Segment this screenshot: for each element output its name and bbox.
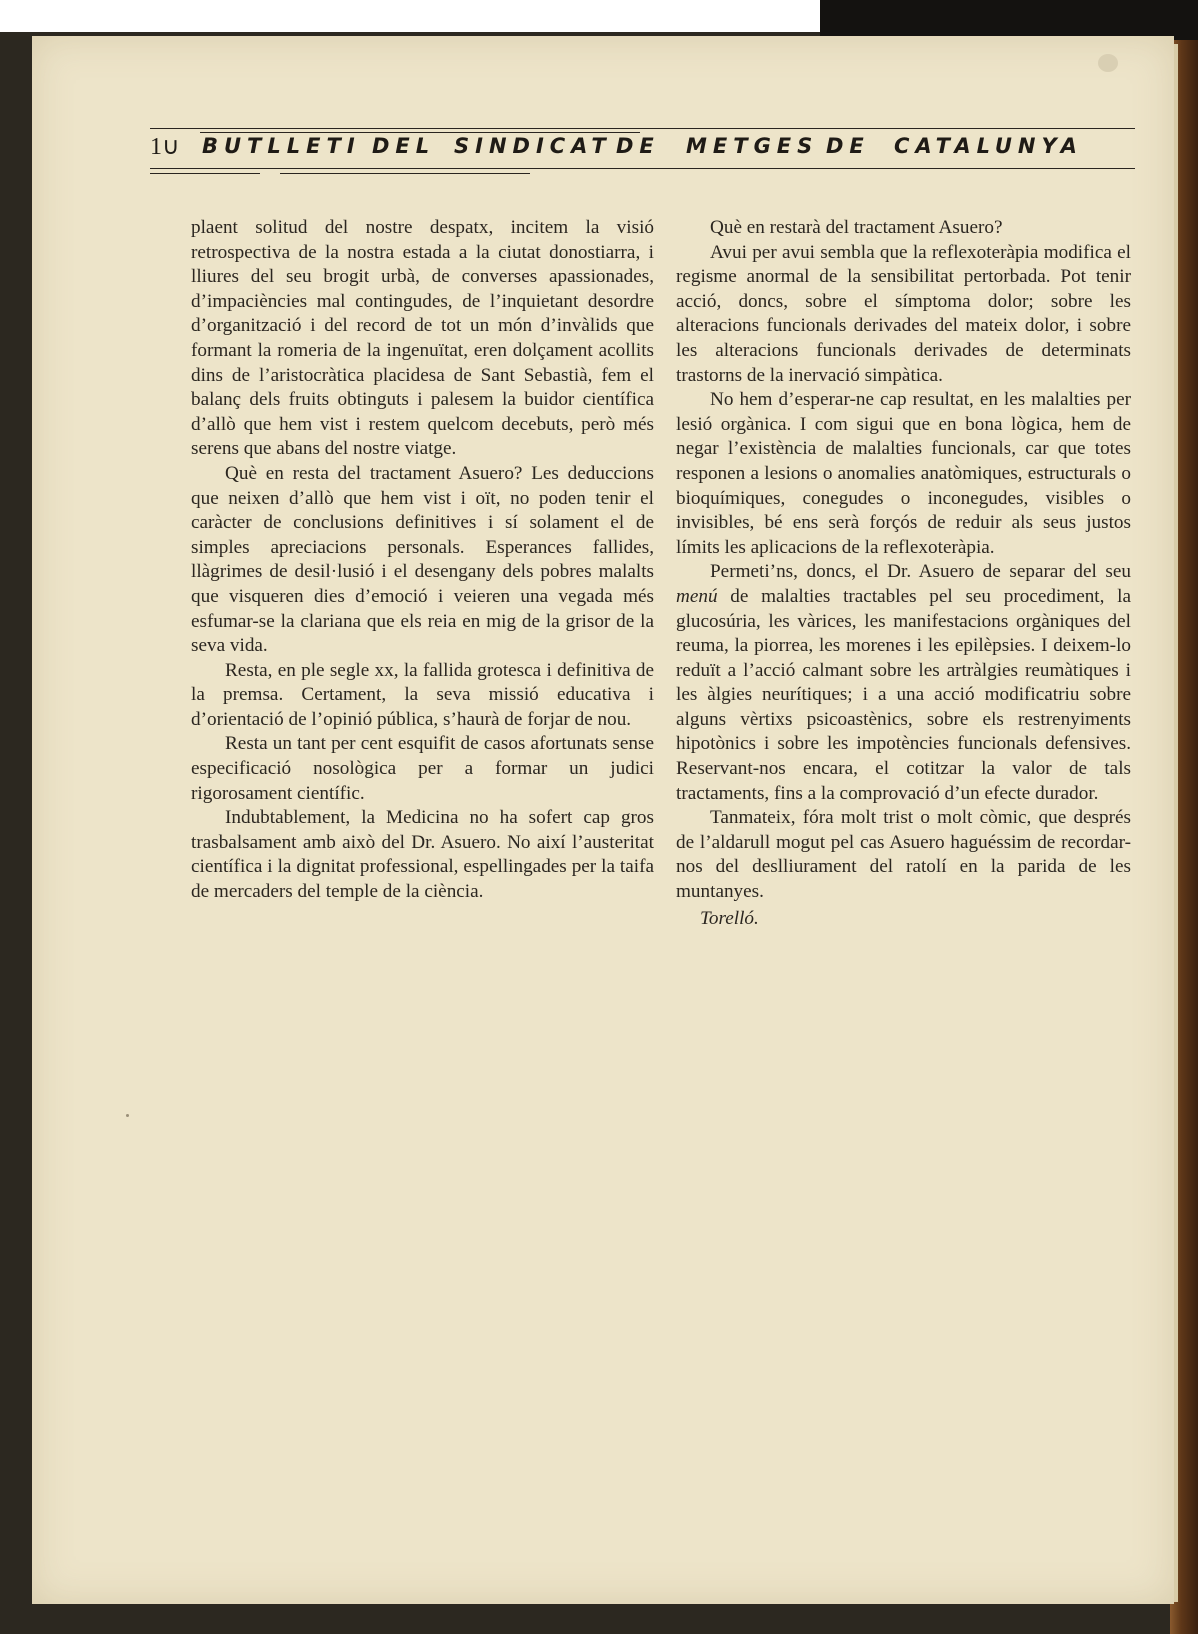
- paragraph: Avui per avui sembla que la reflexoteràpia modifica el regisme anormal de la sensibilitat pertorbada. Pot tenir acció, doncs, sobre el símptoma dolor; sobre les alteracions funcionals derivades del mateix dolor, i sobre les alteracions funcionals derivades de determinats trastorns de la inervació simpàtica.: [676, 241, 1131, 386]
- paragraph: Resta un tant per cent esquifit de casos afortunats sense especificació nosològica per a formar un judici rigorosament científic.: [191, 733, 654, 804]
- header-word: DE: [616, 134, 660, 158]
- paragraph: Tanmateix, fóra molt trist o molt còmic, que després de l’aldarull mogut pel cas Asuero haguéssim de recordar-nos del deslliurament del ratolí en la parida de les muntanyes.: [676, 807, 1131, 903]
- paragraph: Què en resta del tractament Asuero? Les deduccions que neixen d’allò que hem vist i oït, no poden tenir el caràcter de conclusions definitives i sí solament el de simples apreciacions personals. Esperances fallides, llàgrimes de desil·lusió i el desengany dels pobres malalts que visqueren dies d’emoció i veieren una vegada més esfumar-se la clariana que els reia en mig de la grisor de la seva vida.: [191, 462, 654, 657]
- running-header: [150, 98, 1135, 190]
- paragraph: Resta, en ple segle xx, la fallida grotesca i definitiva de la premsa. Certament, la seva missió educativa i d’orientació de l’opinió pública, s’haurà de forjar de nou.: [191, 659, 654, 730]
- paragraph: Què en restarà del tractament Asuero?: [710, 217, 1003, 238]
- paragraph-text: de malalties tractables pel seu procediment, la glucosúria, les vàrices, les manifestacions orgàniques del reuma, la piorrea, les morenes i les epilèpsies. I deixem-lo reduït a l’acció calmant sobre les artràlgies reumàtiques i les àlgies neurítiques; i a una acció modificatriu sobre alguns vèrtixs psicoastènics, sobre els restrenyiments hipotònics i sobre les impotències funcionals defensives. Reservant-nos encara, el cotitzar la valor de tals tractaments, fins a la comprovació d’un efecte durador.: [676, 585, 1131, 804]
- header-word: DEL: [372, 134, 436, 158]
- paragraph: [676, 560, 1131, 806]
- header-word: BUTLLETI: [202, 134, 361, 158]
- paragraph: No hem d’esperar-ne cap resultat, en les malalties per lesió orgànica. I com sigui que en bona lògica, hem de negar l’existència de malalties funcionals, car que totes responen a lesions o anomalies anatòmiques, estructurals o bioquímiques, conegudes o inconegudes, visibles o invisibles, bé ens serà forçós de reduir als seus justos límits les aplicacions de la reflexoteràpia.: [676, 389, 1131, 558]
- header-rule-bottom-left: [150, 173, 260, 174]
- paper-speck: [126, 1114, 129, 1117]
- emphasis-text: menú: [676, 585, 718, 607]
- right-column: [676, 216, 1131, 931]
- page-number: 1∪: [150, 134, 180, 160]
- page-edge: [1174, 44, 1178, 1602]
- left-column: [191, 216, 654, 905]
- paper-stain: [1098, 54, 1118, 72]
- header-word: SINDICAT: [454, 134, 612, 158]
- header-rule-top: [150, 128, 1135, 129]
- author-signature: Torelló.: [700, 907, 759, 929]
- paragraph-text: Permeti’ns, doncs, el Dr. Asuero de separar del seu: [710, 561, 1131, 583]
- header-word: METGES: [686, 134, 819, 158]
- paragraph: plaent solitud del nostre despatx, incitem la visió retrospectiva de la nostra estada a la ciutat donostiarra, i lliures del seu brogit urbà, de converses apassionades, d’impaciències mal contingudes, de l’inquietant desordre d’organització i del record de tot un món d’invàlids que formant la romeria de la ingenuïtat, eren dolçament acollits dins de l’aristocràtica placidesa de Sant Sebastià, fem el balanç dels fruits obtinguts i palesem la buidor científica d’allò que hem vist i restem quelcom decebuts, però més serens que abans del nostre viatge.: [191, 217, 654, 460]
- header-rule-bottom-mid: [280, 173, 530, 174]
- header-word: DE: [826, 134, 870, 158]
- header-word: CATALUNYA: [894, 134, 1083, 158]
- header-rule-bottom: [150, 168, 1135, 169]
- header-title: [150, 134, 1135, 162]
- paragraph: Indubtablement, la Medicina no ha sofert cap gros trasbalsament amb això del Dr. Asuero. No així l’austeritat científica i la dignitat professional, espellingades per la taifa de mercaders del temple de la ciència.: [191, 807, 654, 903]
- header-rule-top-inner: [200, 132, 640, 133]
